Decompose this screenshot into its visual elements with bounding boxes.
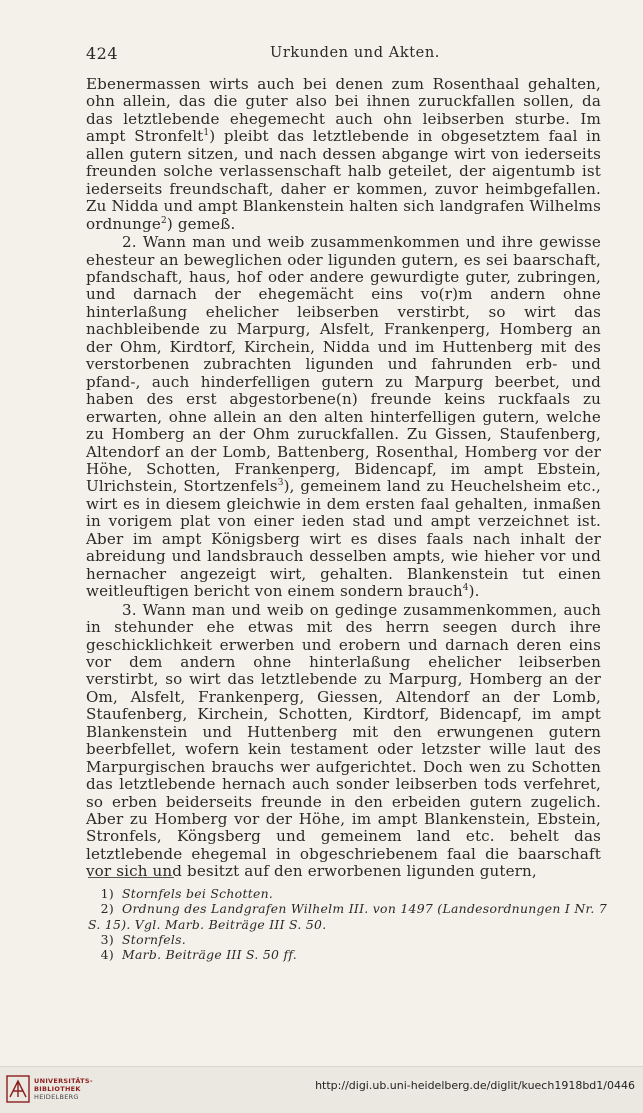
footnote-number: 3) [100, 931, 114, 947]
footnotes [88, 886, 616, 962]
university-library-logo-icon[interactable] [6, 1075, 30, 1103]
page-header [86, 44, 616, 64]
paragraph-1 [86, 76, 601, 233]
footnote-4 [88, 947, 616, 962]
footnote-2 [88, 901, 616, 932]
footnote-3 [88, 932, 616, 947]
footnote-separator [88, 877, 174, 878]
paragraph-2-text-a: 2. Wann man und weib zusammenkommen und ihre gewisse ehesteur an beweglichen oder ligunden gutern, es sei baarschaft, pfandschaft, haus, hof oder andere gewurdigte guter, zubringen, und darnach der ehegemächt eins vo(r)m andern ohne hinterlaßung ehelicher leibserben verstirbt, so wirt das nachbleibende zu Marpurg, Alsfelt, Frankenperg, Homberg an der Ohm, Kirdtorf, Kirchein, Nidda und im Huttenberg mit des verstorbenen zubrachten ligunden und fahrunden erb- und pfand-, auch hinderfelligen gutern zu Marpurg beerbet, und haben des erst abgestorbene(n) freunde keins ruckfaals zu erwarten, ohne allein an den alten hinterfelligen gutern, welche zu Homberg an der Ohm zuruckfallen. Zu Gissen, Staufenberg, Altendorf an der Lomb, Battenberg, Rosenthal, Homberg vor der Höhe, Schotten, Frankenperg, Bidencapf, im ampt Ebstein, Ulrichstein, Stortzenfels [86, 233, 601, 496]
footnote-number: 2) [100, 901, 114, 917]
library-name-line-1: UNIVERSITÄTS- [34, 1077, 93, 1085]
body-text [86, 76, 601, 881]
paragraph-1-text-b: ) pleibt das letztlebende in obgesetztem faal in allen gutern sitzen, und nach dessen abgange wirt von iederseits freunden solche verlassenschaft halb geteilet, der aigentumb ist iederseits freundschaft, daher er kommen, zuvor heimbgefallen. Zu Nidda und ampt Blankenstein halten sich landgrafen Wilhelms ordnunge [86, 127, 601, 233]
footnote-1 [88, 886, 616, 901]
paragraph-2-text-b: ), gemeinem land zu Heuchelsheim etc., wirt es in diesem gleichwie in dem ersten faal gehalten, inmaßen in vorigem plat von einer ieden stad und ampt verzeichnet ist. Aber im ampt Königsberg wirt es dises faals nach inhalt der abreidung und landsbrauch desselben ampts, wie hieher vor und hernacher angezeigt wirt, gehalten. Blankenstein tut einen weitleuftigen bericht von einem sondern brauch [86, 477, 602, 601]
permalink-url[interactable]: http://digi.ub.uni-heidelberg.de/diglit/kuech1918bd1/0446 [315, 1079, 635, 1092]
footnote-number: 4) [100, 947, 114, 963]
paragraph-3: 3. Wann man und weib on gedinge zusammenkommen, auch in stehunder ehe etwas mit des herrn seegen durch ihre geschicklichkeit erwerben und erobern und darnach deren eins vor dem andern ohne hinterlaßung ehelicher leibserben verstirbt, so wirt das letztlebende zu Marpurg, Homberg an der Om, Alsfelt, Frankenperg, Giessen, Altendorf an der Lomb, Staufenberg, Kirchein, Schotten, Kirdtorf, Bidencapf, im ampt Blankenstein und Huttenberg mit den erwungenen gutern beerbfellet, wofern kein testament oder letzster wille laut des Marpurgischen brauchs wer aufgerichtet. Doch wen zu Schotten das letztlebende hernach auch sonder leibserben tods verfehret, so erben beiderseits freunde in den erbeiden gutern zugelich. Aber zu Homberg vor der Höhe, im ampt Blankenstein, Ebstein, Stronfels, Köngsberg und gemeinem land etc. behelt das letztlebende ehegemal in obgeschriebenem faal die baarschaft vor sich und besitzt auf den erworbenen ligunden gutern, [86, 600, 601, 881]
paragraph-1-text-a: Ebenermassen wirts auch bei denen zum Rosenthaal gehalten, ohn allein, das die guter also bei ihnen zuruckfallen sollen, da das letztlebende ehegemecht auch ohn leibserben sturbe. Im ampt Stronfelt [86, 75, 601, 146]
page-number: 424 [86, 44, 119, 63]
footnote-number: 1) [100, 886, 114, 901]
footnote-ref-2: 2 [160, 215, 167, 226]
footnote-text: Stornfels. [122, 931, 187, 947]
paragraph-2-text-c: ). [468, 582, 480, 601]
paragraph-1-text-c: ) gemeß. [166, 214, 236, 233]
footnote-ref-4: 4 [462, 583, 469, 594]
footnote-ref-1: 1 [203, 128, 210, 139]
footnote-text: Marb. Beiträge III S. 50 ff. [122, 947, 298, 963]
viewer-footer [0, 1066, 643, 1113]
running-title: Urkunden und Akten. [270, 45, 441, 61]
footnote-ref-3: 3 [277, 478, 284, 489]
library-name-line-3: HEIDELBERG [34, 1093, 79, 1101]
library-name[interactable] [34, 1077, 93, 1101]
library-name-line-2: BIBLIOTHEK [34, 1085, 81, 1093]
paragraph-2 [86, 234, 601, 601]
footnote-text: Stornfels bei Schotten. [122, 886, 274, 901]
footnote-text: Ordnung des Landgrafen Wilhelm III. von 1497 (Landesordnungen I Nr. 7 S. 15). Vgl. Marb. Beiträge III S. 50. [88, 901, 607, 932]
